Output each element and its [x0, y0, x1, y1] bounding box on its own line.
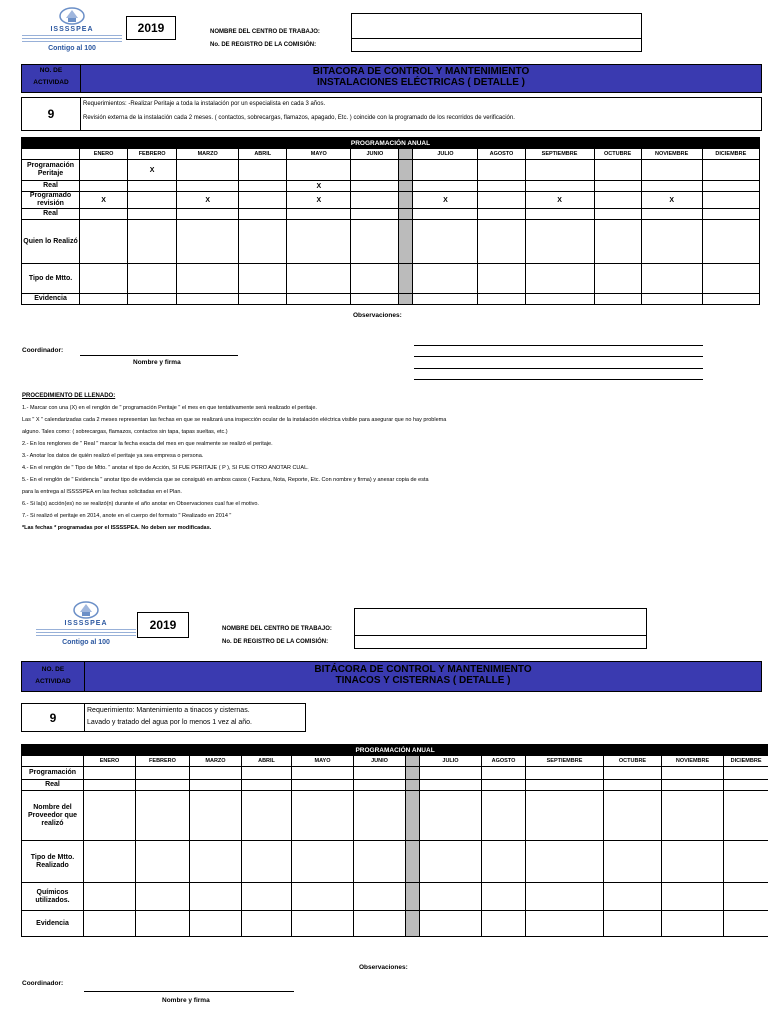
month-header-abril: ABRIL — [239, 149, 287, 160]
schedule-cell[interactable] — [482, 791, 526, 841]
activity-number: 9 — [21, 97, 81, 131]
annual-schedule-header: PROGRAMACIÓN ANUAL — [22, 745, 768, 756]
schedule-cell[interactable] — [128, 181, 177, 192]
schedule-cell[interactable] — [351, 264, 399, 294]
schedule-cell[interactable] — [242, 841, 292, 883]
procedure-title: PROCEDIMIENTO DE LLENADO: — [22, 393, 116, 399]
row-label: Programado revisión — [22, 192, 80, 209]
schedule-cell[interactable] — [662, 767, 724, 780]
schedule-cell[interactable] — [702, 220, 759, 264]
schedule-cell[interactable] — [420, 911, 482, 937]
schedule-cell[interactable] — [80, 209, 128, 220]
schedule-cell[interactable] — [84, 883, 136, 911]
schedule-cell[interactable] — [177, 209, 239, 220]
observation-line-1[interactable] — [414, 345, 703, 346]
schedule-cell[interactable]: X — [287, 181, 351, 192]
schedule-cell[interactable] — [354, 767, 406, 780]
column-separator — [399, 294, 413, 305]
row-label: Real — [22, 780, 84, 791]
column-separator — [406, 791, 420, 841]
column-separator — [406, 911, 420, 937]
column-separator — [399, 209, 413, 220]
schedule-cell[interactable] — [128, 220, 177, 264]
schedule-cell[interactable] — [702, 160, 759, 181]
schedule-cell[interactable] — [478, 160, 525, 181]
schedule-cell[interactable] — [351, 220, 399, 264]
schedule-cell[interactable] — [594, 192, 641, 209]
schedule-cell[interactable] — [239, 264, 287, 294]
requirements-box-2 — [84, 703, 306, 732]
schedule-cell[interactable] — [84, 767, 136, 780]
procedure-line: 6.- Si la(s) acción(es) no se realizó(n) durante el año anotar en Observaciones cual fue el motivo. — [22, 501, 259, 507]
schedule-cell[interactable] — [702, 294, 759, 305]
schedule-cell[interactable] — [80, 181, 128, 192]
schedule-cell[interactable] — [702, 209, 759, 220]
schedule-row — [22, 883, 768, 911]
column-separator — [399, 264, 413, 294]
schedule-cell[interactable] — [354, 841, 406, 883]
observations-label: Observaciones: — [353, 312, 402, 319]
schedule-cell[interactable] — [351, 209, 399, 220]
schedule-cell[interactable] — [641, 264, 702, 294]
schedule-cell[interactable] — [482, 841, 526, 883]
signature-line[interactable] — [80, 355, 238, 356]
row-label: Tipo de Mtto. Realizado — [22, 841, 84, 883]
row-label: Programación Peritaje — [22, 160, 80, 181]
schedule-row — [22, 780, 768, 791]
schedule-cell[interactable] — [190, 911, 242, 937]
schedule-cell[interactable] — [641, 160, 702, 181]
schedule-cell[interactable] — [242, 791, 292, 841]
schedule-cell[interactable] — [177, 294, 239, 305]
schedule-cell[interactable] — [136, 911, 190, 937]
work-center-label: NOMBRE DEL CENTRO DE TRABAJO: — [210, 29, 320, 35]
schedule-cell[interactable]: X — [287, 192, 351, 209]
month-header-junio: JUNIO — [351, 149, 399, 160]
schedule-cell[interactable] — [292, 767, 354, 780]
work-center-field-2[interactable] — [354, 608, 647, 636]
month-header-enero: ENERO — [80, 149, 128, 160]
column-separator — [406, 883, 420, 911]
schedule-cell[interactable] — [420, 883, 482, 911]
column-separator — [406, 841, 420, 883]
schedule-cell[interactable] — [292, 883, 354, 911]
schedule-cell[interactable] — [594, 209, 641, 220]
row-label: Real — [22, 181, 80, 192]
org-name: ISSSSPEA — [64, 620, 108, 627]
column-separator — [406, 780, 420, 791]
signature-line-2[interactable] — [84, 991, 294, 992]
month-header-julio: JULIO — [413, 149, 478, 160]
column-separator — [399, 192, 413, 209]
coordinator-label-2: Coordinador: — [22, 980, 64, 987]
org-logo-2 — [30, 600, 142, 646]
schedule-cell[interactable] — [80, 160, 128, 181]
schedule-cell[interactable] — [641, 209, 702, 220]
section2-title: BITÁCORA DE CONTROL Y MANTENIMIENTO TINACOS Y CISTERNAS ( DETALLE ) — [84, 661, 762, 692]
org-logo — [16, 6, 128, 52]
year-box: 2019 — [126, 16, 176, 40]
month-header-enero: ENERO — [84, 756, 136, 767]
schedule-cell[interactable] — [287, 294, 351, 305]
schedule-cell[interactable] — [190, 841, 242, 883]
schedule-cell[interactable] — [190, 780, 242, 791]
month-header-noviembre: NOVIEMBRE — [641, 149, 702, 160]
schedule-row — [22, 192, 760, 209]
month-header-noviembre: NOVIEMBRE — [662, 756, 724, 767]
year-box-2: 2019 — [137, 612, 189, 638]
schedule-cell[interactable] — [177, 160, 239, 181]
org-slogan: Contigo al 100 — [48, 45, 96, 52]
schedule-cell[interactable] — [478, 192, 525, 209]
name-signature-label: Nombre y firma — [133, 359, 181, 366]
schedule-cell[interactable] — [478, 264, 525, 294]
activity-number-header: NO. DE ACTIVIDAD — [21, 64, 81, 93]
schedule-cell[interactable] — [702, 264, 759, 294]
registry-label-2: No. DE REGISTRO DE LA COMISIÓN: — [222, 639, 329, 645]
month-header-abril: ABRIL — [242, 756, 292, 767]
schedule-cell[interactable] — [239, 160, 287, 181]
procedure-line: *Las fechas * programadas por el ISSSSPEA. No deben ser modificadas. — [22, 525, 212, 531]
schedule-cell[interactable]: X — [413, 192, 478, 209]
schedule-cell[interactable]: X — [641, 192, 702, 209]
schedule-cell[interactable] — [724, 780, 768, 791]
observations-label-2: Observaciones: — [359, 964, 408, 971]
row-label: Real — [22, 209, 80, 220]
schedule-cell[interactable] — [292, 841, 354, 883]
schedule-cell[interactable] — [662, 791, 724, 841]
schedule-cell[interactable] — [594, 264, 641, 294]
schedule-cell[interactable]: X — [128, 160, 177, 181]
schedule-cell[interactable] — [287, 209, 351, 220]
schedule-cell[interactable] — [702, 192, 759, 209]
schedule-row — [22, 209, 760, 220]
schedule-cell[interactable] — [724, 767, 768, 780]
schedule-cell[interactable] — [420, 791, 482, 841]
schedule-cell[interactable] — [604, 911, 662, 937]
column-separator — [399, 181, 413, 192]
month-header-agosto: AGOSTO — [478, 149, 525, 160]
schedule-cell[interactable] — [239, 220, 287, 264]
requirement-2: Lavado y tratado del agua por lo menos 1 vez al año. — [87, 719, 252, 726]
schedule-cell[interactable] — [351, 160, 399, 181]
schedule-cell[interactable] — [351, 192, 399, 209]
schedule-cell[interactable] — [420, 841, 482, 883]
schedule-cell[interactable] — [413, 160, 478, 181]
schedule-cell[interactable] — [420, 780, 482, 791]
row-label: Químicos utilizados. — [22, 883, 84, 911]
schedule-cell[interactable] — [136, 767, 190, 780]
column-separator — [399, 220, 413, 264]
schedule-cell[interactable] — [525, 160, 594, 181]
work-center-field[interactable] — [351, 13, 642, 39]
schedule-cell[interactable] — [482, 911, 526, 937]
schedule-cell[interactable] — [478, 220, 525, 264]
schedule-cell[interactable] — [478, 209, 525, 220]
schedule-cell[interactable] — [177, 220, 239, 264]
column-separator — [406, 767, 420, 780]
schedule-cell[interactable] — [641, 220, 702, 264]
column-separator — [399, 160, 413, 181]
procedure-line: para la entrega al ISSSSPEA en las fechas solicitadas en el Plan. — [22, 489, 182, 495]
requirement-1: Requerimientos: -Realizar Peritaje a toda la instalación por un especialista en cada 3 años. — [83, 101, 326, 107]
month-header-octubre: OCTUBRE — [604, 756, 662, 767]
schedule-cell[interactable] — [662, 841, 724, 883]
schedule-cell[interactable] — [128, 192, 177, 209]
schedule-cell[interactable] — [525, 209, 594, 220]
schedule-cell[interactable] — [525, 181, 594, 192]
schedule-cell[interactable] — [354, 883, 406, 911]
schedule-cell[interactable] — [526, 791, 604, 841]
org-slogan: Contigo al 100 — [62, 639, 110, 646]
schedule-cell[interactable] — [413, 264, 478, 294]
schedule-cell[interactable] — [84, 911, 136, 937]
schedule-cell[interactable] — [128, 209, 177, 220]
schedule-cell[interactable] — [84, 791, 136, 841]
schedule-row — [22, 911, 768, 937]
schedule-cell[interactable] — [239, 294, 287, 305]
schedule-cell[interactable] — [242, 780, 292, 791]
procedure-line: 7.- Si realizó el peritaje en 2014, anote en el cuerpo del formato " Realizado en 2014 " — [22, 513, 232, 519]
schedule-row — [22, 220, 760, 264]
schedule-cell[interactable] — [525, 294, 594, 305]
schedule-cell[interactable] — [724, 791, 768, 841]
schedule-cell[interactable] — [84, 780, 136, 791]
coat-of-arms-icon — [72, 600, 100, 620]
row-label: Evidencia — [22, 911, 84, 937]
registry-field[interactable] — [351, 38, 642, 52]
month-header-septiembre: SEPTIEMBRE — [526, 756, 604, 767]
schedule-cell[interactable]: X — [525, 192, 594, 209]
schedule-cell[interactable] — [594, 294, 641, 305]
procedure-line: 2.- En los renglones de " Real " marcar la fecha exacta del mes en que realmente se realizó el peritaje. — [22, 441, 273, 447]
schedule-cell[interactable]: X — [80, 192, 128, 209]
schedule-cell[interactable] — [594, 220, 641, 264]
schedule-row — [22, 767, 768, 780]
month-header-febrero: FEBRERO — [128, 149, 177, 160]
schedule-cell[interactable] — [354, 780, 406, 791]
schedule-cell[interactable] — [292, 911, 354, 937]
row-label: Quien lo Realizó — [22, 220, 80, 264]
schedule-cell[interactable] — [526, 780, 604, 791]
schedule-cell[interactable] — [662, 780, 724, 791]
row-label: Tipo de Mtto. — [22, 264, 80, 294]
procedure-line: alguno. Tales como: ( sobrecargas, flamazos, contactos sin tapa, tapas sueltas, etc.) — [22, 429, 228, 435]
schedule-cell[interactable] — [478, 294, 525, 305]
schedule-row — [22, 294, 760, 305]
observation-line-3[interactable] — [414, 368, 703, 369]
annual-schedule-header: PROGRAMACIÓN ANUAL — [22, 138, 760, 149]
registry-label: No. DE REGISTRO DE LA COMISIÓN: — [210, 42, 317, 48]
annual-schedule-table-2 — [21, 744, 768, 937]
schedule-cell[interactable] — [662, 911, 724, 937]
row-label: Programación — [22, 767, 84, 780]
month-header-junio: JUNIO — [354, 756, 406, 767]
schedule-cell[interactable] — [594, 160, 641, 181]
schedule-cell[interactable] — [242, 883, 292, 911]
month-header-marzo: MARZO — [177, 149, 239, 160]
schedule-cell[interactable] — [526, 883, 604, 911]
name-signature-label-2: Nombre y firma — [162, 997, 210, 1004]
schedule-cell[interactable] — [604, 883, 662, 911]
schedule-cell[interactable] — [482, 767, 526, 780]
schedule-cell[interactable] — [136, 791, 190, 841]
schedule-cell[interactable]: X — [177, 192, 239, 209]
schedule-cell[interactable] — [604, 841, 662, 883]
procedure-line: 5.- En el renglón de " Evidencia " anotar tipo de evidencia que se consiguió en ambos casos ( Factura, Nota, Reporte, Etc. Con nombre y firma) y anexar copia de esta — [22, 477, 429, 483]
schedule-row — [22, 791, 768, 841]
month-header-diciembre: DICIEMBRE — [724, 756, 768, 767]
registry-field-2[interactable] — [354, 635, 647, 649]
schedule-cell[interactable] — [724, 841, 768, 883]
activity-number-header-2: NO. DE ACTIVIDAD — [21, 661, 85, 692]
schedule-cell[interactable] — [242, 911, 292, 937]
schedule-row — [22, 264, 760, 294]
schedule-cell[interactable] — [525, 220, 594, 264]
schedule-cell[interactable] — [413, 181, 478, 192]
month-header-septiembre: SEPTIEMBRE — [525, 149, 594, 160]
org-name: ISSSSPEA — [50, 26, 94, 33]
month-header-marzo: MARZO — [190, 756, 242, 767]
schedule-cell[interactable] — [190, 883, 242, 911]
schedule-cell[interactable] — [351, 294, 399, 305]
schedule-cell[interactable] — [80, 264, 128, 294]
schedule-cell[interactable] — [662, 883, 724, 911]
schedule-cell[interactable] — [128, 264, 177, 294]
schedule-cell[interactable] — [604, 780, 662, 791]
procedure-line: 3.- Anotar los datos de quién realizó el peritaje ya sea empresa o persona. — [22, 453, 204, 459]
schedule-cell[interactable] — [420, 767, 482, 780]
schedule-cell[interactable] — [354, 911, 406, 937]
work-center-label-2: NOMBRE DEL CENTRO DE TRABAJO: — [222, 626, 332, 632]
observation-line-4[interactable] — [414, 379, 703, 380]
schedule-cell[interactable] — [80, 220, 128, 264]
schedule-cell[interactable] — [724, 883, 768, 911]
schedule-cell[interactable] — [413, 294, 478, 305]
schedule-cell[interactable] — [128, 294, 177, 305]
schedule-cell[interactable] — [413, 220, 478, 264]
month-header-mayo: MAYO — [287, 149, 351, 160]
schedule-cell[interactable] — [84, 841, 136, 883]
schedule-cell[interactable] — [604, 767, 662, 780]
schedule-cell[interactable] — [594, 181, 641, 192]
schedule-row — [22, 841, 768, 883]
schedule-cell[interactable] — [190, 791, 242, 841]
row-label: Nombre del Proveedor que realizó — [22, 791, 84, 841]
schedule-cell[interactable] — [136, 780, 190, 791]
requirement-2: Revisión externa de la instalación cada 2 meses. ( contactos, sobrecargas, flamazos, apagado, Etc. ) coincide con la programado de los recorridos de verificación. — [83, 115, 515, 121]
schedule-cell[interactable] — [292, 791, 354, 841]
requirements-box — [80, 97, 762, 131]
schedule-cell[interactable] — [287, 160, 351, 181]
schedule-cell[interactable] — [526, 767, 604, 780]
schedule-cell[interactable] — [526, 911, 604, 937]
schedule-cell[interactable] — [239, 209, 287, 220]
schedule-cell[interactable] — [136, 841, 190, 883]
month-header-febrero: FEBRERO — [136, 756, 190, 767]
schedule-row — [22, 181, 760, 192]
month-header-octubre: OCTUBRE — [594, 149, 641, 160]
month-header-agosto: AGOSTO — [482, 756, 526, 767]
schedule-cell[interactable] — [482, 780, 526, 791]
schedule-cell[interactable] — [724, 911, 768, 937]
activity-number-2: 9 — [21, 703, 85, 732]
schedule-cell[interactable] — [239, 181, 287, 192]
section1-title: BITACORA DE CONTROL Y MANTENIMIENTO INSTALACIONES ELÉCTRICAS ( DETALLE ) — [80, 64, 762, 93]
month-header-diciembre: DICIEMBRE — [702, 149, 759, 160]
schedule-cell[interactable] — [641, 181, 702, 192]
procedure-line: Las " X " calendarizadas cada 2 meses representan las fechas en que se realizará una inspección ocular de la instalación eléctrica visible para asegurar que no hay problema — [22, 417, 447, 423]
schedule-cell[interactable] — [526, 841, 604, 883]
schedule-cell[interactable] — [80, 294, 128, 305]
schedule-cell[interactable] — [641, 294, 702, 305]
schedule-cell[interactable] — [482, 883, 526, 911]
row-label: Evidencia — [22, 294, 80, 305]
column-separator — [399, 149, 413, 160]
month-header-julio: JULIO — [420, 756, 482, 767]
schedule-cell[interactable] — [525, 264, 594, 294]
schedule-cell[interactable] — [287, 220, 351, 264]
schedule-cell[interactable] — [354, 791, 406, 841]
schedule-cell[interactable] — [351, 181, 399, 192]
schedule-cell[interactable] — [190, 767, 242, 780]
column-separator — [406, 756, 420, 767]
observation-line-2[interactable] — [414, 356, 703, 357]
schedule-cell[interactable] — [239, 192, 287, 209]
requirement-1: Requerimiento: Mantenimiento a tinacos y cisternas. — [87, 707, 250, 714]
schedule-cell[interactable] — [136, 883, 190, 911]
schedule-cell[interactable] — [413, 209, 478, 220]
coordinator-label: Coordinador: — [22, 347, 64, 354]
month-header-mayo: MAYO — [292, 756, 354, 767]
schedule-cell[interactable] — [478, 181, 525, 192]
procedure-line: 1.- Marcar con una (X) en el renglón de " programación Peritaje " el mes en que tentativamente será realizado el peritaje. — [22, 405, 317, 411]
schedule-cell[interactable] — [702, 181, 759, 192]
schedule-cell[interactable] — [292, 780, 354, 791]
schedule-cell[interactable] — [604, 791, 662, 841]
coat-of-arms-icon — [58, 6, 86, 26]
schedule-cell[interactable] — [242, 767, 292, 780]
schedule-row — [22, 160, 760, 181]
schedule-cell[interactable] — [177, 181, 239, 192]
schedule-cell[interactable] — [287, 264, 351, 294]
annual-schedule-table — [21, 137, 760, 305]
procedure-line: 4.- En el renglón de " Tipo de Mtto. " anotar el tipo de Acción, SI FUE PERITAJE ( P ), SI FUE OTRO ANOTAR CUAL. — [22, 465, 309, 471]
schedule-cell[interactable] — [177, 264, 239, 294]
